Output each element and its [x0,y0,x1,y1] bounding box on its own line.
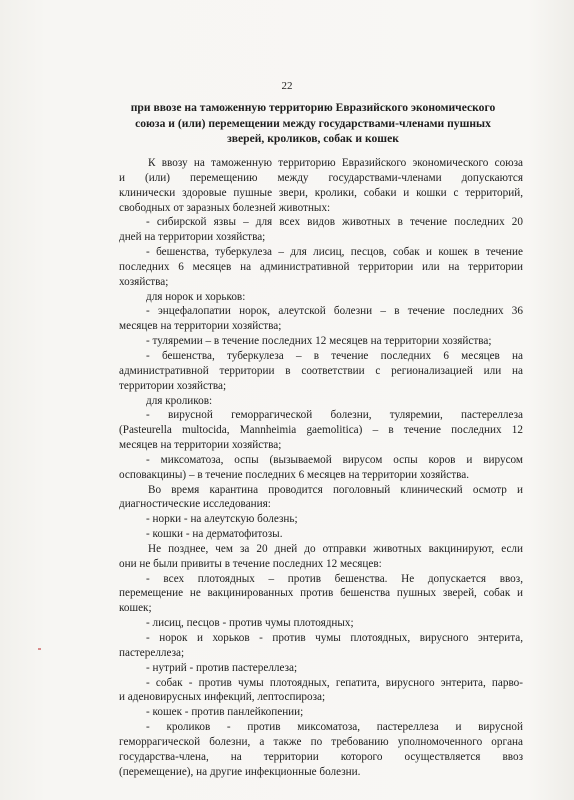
text-line: - миксоматоза, оспы (вызываемой вирусом оспы коров и вирусом [146,453,523,466]
text-line: - нутрий - против пастереллеза; [146,661,298,674]
text-line: (Pasteurella multocida, Mannheimia gaemolitica) – в течение последних 12 [119,424,523,437]
text-line: последних 6 месяцев на административной территории или на территории [119,260,523,273]
text-line: Во время карантина проводится поголовный клинический осмотр и [148,483,523,496]
text-line: - кошек - против панлейкопении; [146,706,304,719]
heading-line: зверей, кроликов, собак и кошек [227,132,399,145]
text-line: - бешенства, туберкулеза – в течение последних 6 месяцев на [146,349,523,362]
text-line: геморрагической болезни, а также по требованию уполномоченного органа [119,735,523,748]
heading-line: союза и (или) перемещении между государствами-членами пушных [135,116,491,130]
text-line: для норок и хорьков: [146,290,246,303]
text-line: клинически здоровые пушные звери, кролики, собаки и кошки с территорий, [119,186,523,199]
text-line: территории хозяйства; [119,379,227,392]
text-line: - лисиц, песцов - против чумы плотоядных; [146,617,354,630]
text-line: дней на территории хозяйства; [119,231,266,244]
text-line: - сибирской язвы – для всех видов животных в течение последних 20 [146,216,523,229]
text-line: - всех плотоядных – против бешенства. Не допускается ввоз, [146,572,523,585]
text-line: - вирусной геморрагической болезни, туляремии, пастереллеза [146,409,523,422]
text-line: административной территории в соответствии с регионализацией или на [119,364,523,377]
text-line: кошек; [119,602,152,615]
text-line: и (или) перемещению между государствами-членами допускаются [119,171,523,184]
text-line: - норок и хорьков - против чумы плотоядных, вирусного энтерита, [146,632,523,644]
text-line: пастереллеза; [119,646,185,659]
text-line: - туляремии – в течение последних 12 месяцев на территории хозяйства; [146,335,492,348]
text-line: государства-члена, на территории которого осуществляется ввоз [119,750,523,763]
text-line: (перемещение), на другие инфекционные болезни. [119,765,361,778]
text-line: К ввозу на таможенную территорию Евразийского экономического союза [148,157,523,169]
body-text [119,156,523,779]
text-line: для кроликов: [146,394,213,407]
text-line: хозяйства; [119,275,169,288]
text-line: месяцев на территории хозяйства; [119,320,282,333]
text-line: месяцев на территории хозяйства; [119,439,282,452]
text-line: они не были привиты в течение последних 12 месяцев: [119,557,382,570]
text-line: и аденовирусных инфекций, лептоспироза; [119,691,326,704]
section-heading [108,100,518,147]
text-line: - энцефалопатии норок, алеутской болезни – в течение последних 36 [146,305,523,318]
text-line: Не позднее, чем за 20 дней до отправки животных вакцинируют, если [148,542,523,555]
text-line: - собак - против чумы плотоядных, гепатита, вирусного энтерита, парво- [146,676,523,689]
text-line: свободных от заразных болезней животных: [119,201,331,214]
text-line: - кошки - на дерматофитозы. [146,528,283,541]
text-line: - бешенства, туберкулеза – для лисиц, песцов, собак и кошек в течение [146,246,523,259]
text-line: осповакцины) – в течение последних 6 месяцев на территории хозяйства. [119,468,470,481]
text-line: - норки - на алеутскую болезнь; [146,513,298,526]
heading-line: при ввозе на таможенную территорию Евразийского экономического [130,101,496,114]
margin-mark [38,648,41,650]
text-line: диагностические исследования: [119,498,271,511]
text-line: перемещение не вакцинированных против бешенства пушных зверей, собак и [119,587,523,600]
page-number: 22 [281,80,293,92]
text-line: - кроликов - против миксоматоза, пастереллеза и вирусной [146,721,523,734]
